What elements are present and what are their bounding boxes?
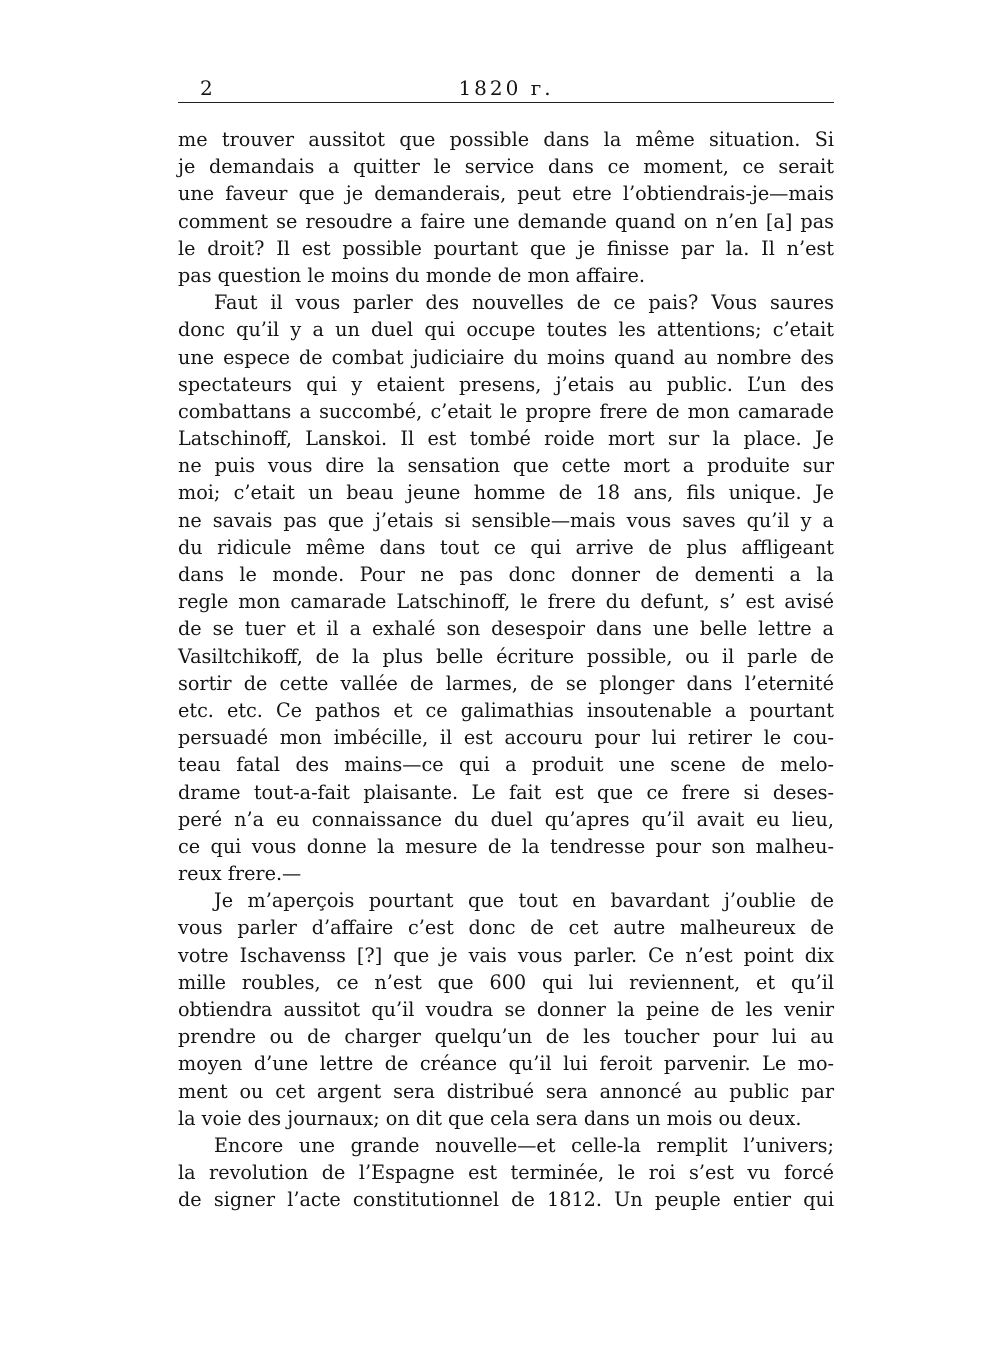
text-line: la voie des journaux; on dit que cela sera dans un mois ou deux.: [178, 1106, 802, 1130]
text-line: teau fatal des mains—ce qui a produit une scene de melo-: [178, 753, 834, 777]
text-line: etc. etc. Ce pathos et ce galimathias insoutenable a pourtant: [178, 698, 834, 722]
text-line: drame tout-a-fait plaisante. Le fait est que ce frere si deses-: [178, 780, 834, 804]
text-line: sortir de cette vallée de larmes, de se plonger dans l’eternité: [178, 671, 834, 695]
text-line: Vasiltchikoff, de la plus belle écriture possible, ou il parle de: [178, 644, 834, 668]
text-line: combattans a succombé, c’etait le propre frere de mon camarade: [178, 399, 834, 423]
text-line: prendre ou de charger quelqu’un de les toucher pour lui au: [178, 1025, 834, 1049]
text-line: peré n’a eu connaissance du duel qu’apres qu’il avait eu lieu,: [178, 807, 834, 831]
text-line: moyen d’une lettre de créance qu’il lui feroit parvenir. Le mo-: [178, 1052, 834, 1076]
text-line: persuadé mon imbécille, il est accouru pour lui retirer le cou-: [178, 726, 834, 750]
text-line: une faveur que je demanderais, peut etre l’obtiendrais-je—mais: [178, 182, 834, 206]
text-line: de se tuer et il a exhalé son desespoir dans une belle lettre a: [178, 617, 834, 641]
text-line: comment se resoudre a faire une demande quand on n’en [a] pas: [178, 209, 834, 233]
text-line: Je m’aperçois pourtant que tout en bavardant j’oublie de: [214, 889, 834, 913]
header-rule: [178, 102, 834, 103]
text-line: je demandais a quitter le service dans ce moment, ce serait: [178, 155, 834, 179]
text-line: Latschinoff, Lanskoi. Il est tombé roide mort sur la place. Je: [178, 427, 834, 451]
text-line: regle mon camarade Latschinoff, le frere du defunt, s’ est avisé: [178, 590, 834, 614]
text-line: Encore une grande nouvelle—et celle-la remplit l’univers;: [214, 1133, 834, 1157]
page-number: 2: [200, 76, 214, 100]
running-head: 1820 г.: [458, 76, 554, 100]
text-line: ne puis vous dire la sensation que cette mort a produite sur: [178, 454, 834, 478]
text-line: obtiendra aussitot qu’il voudra se donner la peine de les venir: [178, 998, 834, 1021]
text-line: Faut il vous parler des nouvelles de ce pais? Vous saures: [214, 291, 834, 315]
text-line: une espece de combat judiciaire du moins quand au nombre des: [178, 345, 834, 369]
page-header: [178, 72, 834, 102]
text-line: votre Ischavenss [?] que je vais vous parler. Ce n’est point dix: [178, 943, 834, 967]
text-line: reux frere.—: [178, 862, 302, 886]
text-line: pas question le moins du monde de mon affaire.: [178, 263, 645, 287]
text-line: donc qu’il y a un duel qui occupe toutes les attentions; c’etait: [178, 318, 834, 342]
text-line: ment ou cet argent sera distribué sera annoncé au public par: [178, 1079, 834, 1103]
text-line: de signer l’acte constitutionnel de 1812. Un peuple entier qui: [178, 1188, 834, 1212]
text-line: moi; c’etait un beau jeune homme de 18 ans, fils unique. Je: [178, 481, 834, 505]
text-line: spectateurs qui y etaient presens, j’etais au public. L’un des: [178, 372, 834, 396]
text-line: le droit? Il est possible pourtant que je finisse par la. Il n’est: [178, 236, 834, 260]
text-line: ce qui vous donne la mesure de la tendresse pour son malheu-: [178, 834, 834, 858]
text-line: ne savais pas que j’etais si sensible—mais vous saves qu’il y a: [178, 508, 834, 532]
text-line: me trouver aussitot que possible dans la même situation. Si: [178, 128, 834, 151]
text-line: mille roubles, ce n’est que 600 qui lui reviennent, et qu’il: [178, 970, 834, 994]
text-line: dans le monde. Pour ne pas donc donner de dementi a la: [178, 563, 834, 586]
text-line: la revolution de l’Espagne est terminée, le roi s’est vu forcé: [178, 1161, 834, 1185]
text-line: vous parler d’affaire c’est donc de cet autre malheureux de: [178, 916, 834, 940]
body-text: [178, 126, 834, 1214]
text-line: du ridicule même dans tout ce qui arrive de plus affligeant: [178, 535, 834, 559]
